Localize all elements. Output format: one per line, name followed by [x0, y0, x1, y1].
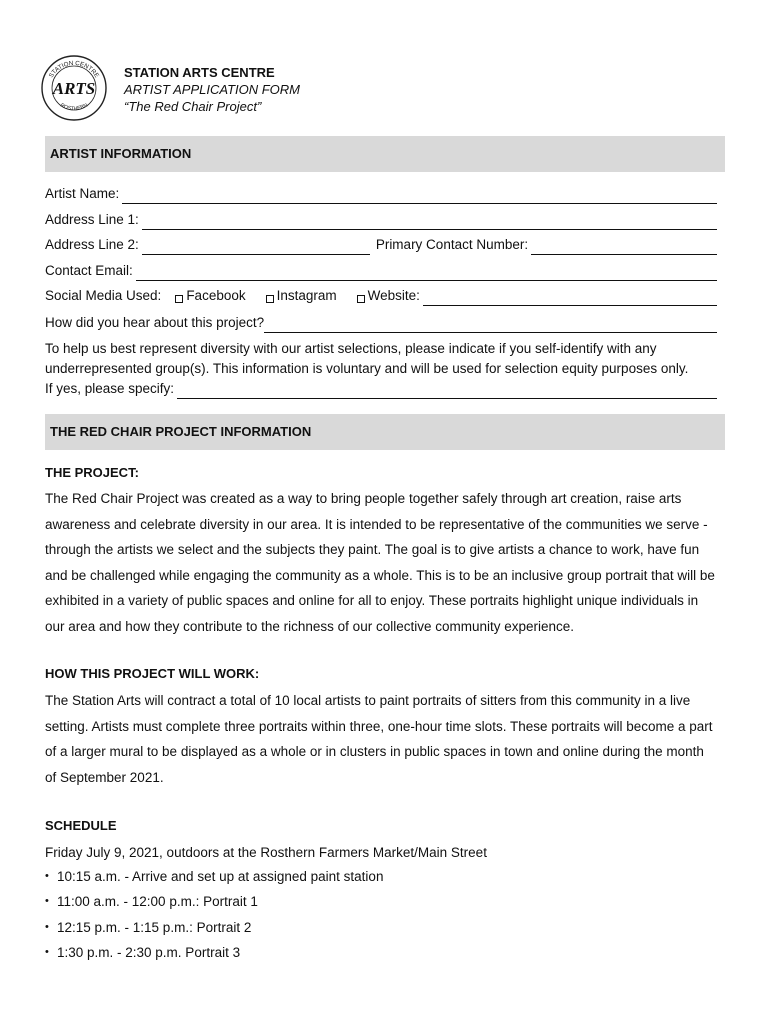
social-media-row: [45, 286, 717, 306]
specify-row: [45, 379, 717, 399]
address2-label: Address Line 2:: [45, 237, 139, 252]
bullet-icon: •: [45, 895, 49, 908]
schedule-list: [45, 864, 383, 965]
logo-main-text: ARTS: [52, 79, 96, 98]
hear-about-field[interactable]: [264, 318, 717, 333]
address2-row: [45, 235, 717, 255]
list-item: [45, 940, 383, 965]
hear-about-row: [45, 313, 717, 333]
list-item: [45, 864, 383, 889]
logo-ring-bottom: ROSTHERN: [59, 102, 89, 113]
facebook-checkbox[interactable]: [175, 286, 245, 306]
schedule-item-text: 1:30 p.m. - 2:30 p.m. Portrait 3: [57, 944, 241, 960]
the-project-text: The Red Chair Project was created as a way to bring people together safely through art creation, raise arts awareness and celebrate diversity in our area. It is intended to be representative of the communities we serve - through the artists we select and the subjects they paint. The goal is to give artists a chance to work, have fun and be challenged while engaging the community as a whole. This is to be an inclusive group portrait that will be exhibited in a variety of public spaces and online for all to enjoy. These portraits highlight unique individuals in our area and how they contribute to the richness of our collective community experience.: [45, 491, 715, 634]
address2-field[interactable]: [142, 240, 370, 255]
email-label: Contact Email:: [45, 263, 133, 278]
list-item: [45, 915, 383, 940]
social-media-label: Social Media Used:: [45, 288, 162, 303]
bullet-icon: •: [45, 870, 49, 882]
station-arts-logo: [40, 54, 108, 122]
website-label: Website:: [367, 288, 420, 303]
form-header: [124, 64, 300, 115]
schedule-heading: SCHEDULE: [45, 818, 117, 833]
hear-about-label: How did you hear about this project?: [45, 315, 265, 330]
primary-contact-label: Primary Contact Number:: [375, 237, 529, 252]
website-field[interactable]: [423, 291, 717, 306]
artist-name-label: Artist Name:: [45, 186, 120, 201]
the-project-heading: THE PROJECT:: [45, 465, 139, 480]
list-item: [45, 889, 383, 914]
schedule-item-text: 12:15 p.m. - 1:15 p.m.: Portrait 2: [57, 919, 252, 935]
schedule-date: Friday July 9, 2021, outdoors at the Rosthern Farmers Market/Main Street: [45, 845, 487, 860]
project-information-header: THE RED CHAIR PROJECT INFORMATION: [45, 414, 725, 450]
diversity-text: To help us best represent diversity with our artist selections, please indicate if you self-identify with any underrepresented group(s). This information is voluntary and will be used for selection equity purposes only.: [45, 341, 689, 376]
primary-contact-field[interactable]: [531, 240, 717, 255]
address1-field[interactable]: [142, 215, 717, 230]
instagram-label: Instagram: [276, 288, 337, 303]
email-field[interactable]: [136, 266, 717, 281]
svg-text:ROSTHERN: [59, 102, 89, 112]
facebook-label: Facebook: [186, 288, 246, 303]
address1-label: Address Line 1:: [45, 212, 139, 227]
email-row: [45, 261, 717, 281]
schedule-item-text: 10:15 a.m. - Arrive and set up at assigned paint station: [57, 869, 384, 884]
org-name: STATION ARTS CENTRE: [124, 65, 275, 80]
how-it-works-heading: HOW THIS PROJECT WILL WORK:: [45, 666, 260, 681]
bullet-icon: •: [45, 945, 49, 958]
how-it-works-text: The Station Arts will contract a total of 10 local artists to paint portraits of sitters from this community in a live setting. Artists must complete three portraits within three, one-hour time slots. These portraits will become a part of a larger mural to be displayed as a whole or in clusters in public spaces in town and online during the month of September 2021.: [45, 693, 713, 785]
instagram-checkbox[interactable]: [266, 286, 337, 306]
checkbox-square-icon: [357, 295, 365, 303]
website-checkbox[interactable]: [357, 286, 420, 306]
bullet-icon: •: [45, 920, 49, 933]
checkbox-square-icon: [175, 295, 183, 303]
artist-name-row: [45, 184, 717, 204]
form-title: ARTIST APPLICATION FORM: [124, 82, 301, 97]
specify-label: If yes, please specify:: [45, 381, 175, 396]
specify-field[interactable]: [177, 384, 717, 399]
address1-row: [45, 210, 717, 230]
checkbox-square-icon: [266, 295, 274, 303]
artist-information-header: ARTIST INFORMATION: [45, 136, 725, 172]
project-name: “The Red Chair Project”: [124, 99, 262, 114]
logo-ring-top: STATION CENTRE: [47, 59, 101, 80]
schedule-item-text: 11:00 a.m. - 12:00 p.m.: Portrait 1: [57, 894, 258, 910]
artist-name-field[interactable]: [122, 189, 717, 204]
